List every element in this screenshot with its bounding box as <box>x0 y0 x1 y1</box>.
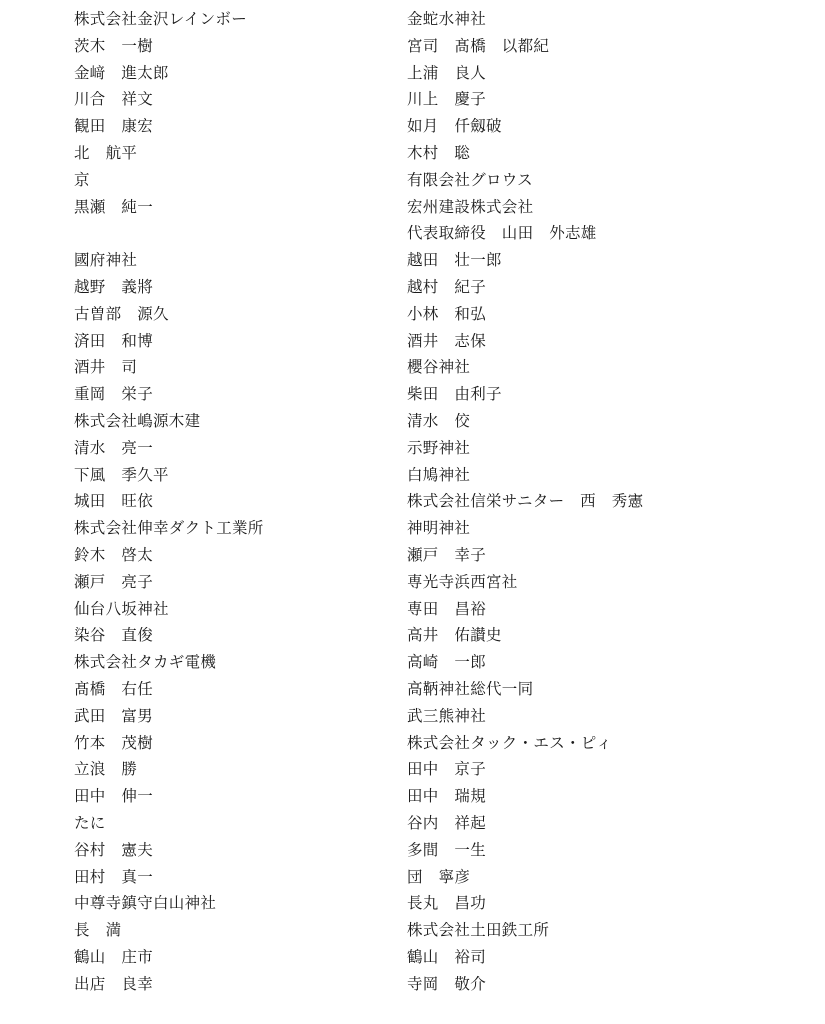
name-entry: 京 <box>74 170 90 189</box>
name-entry: 金﨑 進太郎 <box>74 63 169 82</box>
name-entry: 川上 慶子 <box>407 90 487 109</box>
name-entry: 専田 昌裕 <box>407 599 487 618</box>
name-entry: 田中 伸一 <box>74 787 154 806</box>
name-entry: 専光寺浜西宮社 <box>407 572 518 591</box>
name-entry: 武田 富男 <box>74 706 154 725</box>
name-entry: 田中 瑞規 <box>407 787 487 806</box>
name-entry: 鶴山 裕司 <box>407 947 487 966</box>
name-entry: 瀬戸 亮子 <box>74 572 154 591</box>
name-entry: 株式会社タック・エス・ピィ <box>407 733 613 752</box>
name-entry: 鶴山 庄市 <box>74 947 154 966</box>
name-entry: 長 満 <box>74 921 122 940</box>
name-entry: 団 寧彦 <box>407 867 471 886</box>
name-entry: 酒井 司 <box>74 358 138 377</box>
name-entry: 茨木 一樹 <box>74 36 154 55</box>
name-entry: 宮司 髙橋 以都紀 <box>407 36 550 55</box>
name-entry: 白鳩神社 <box>407 465 471 484</box>
name-entry: 清水 亮一 <box>74 438 154 457</box>
name-entry: 株式会社伸幸ダクト工業所 <box>74 519 264 538</box>
name-entry: 谷村 憲夫 <box>74 840 154 859</box>
name-entry: 髙橋 右任 <box>74 679 154 698</box>
name-entry: 立浪 勝 <box>74 760 138 779</box>
name-entry: 國府神社 <box>74 251 138 270</box>
name-entry: 株式会社金沢レインボー <box>74 10 248 28</box>
name-entry: 中尊寺鎮守白山神社 <box>74 894 217 913</box>
name-entry: 高鞆神社総代一同 <box>407 679 534 698</box>
name-entry: 出店 良幸 <box>74 974 154 993</box>
name-entry: 越田 壮一郎 <box>407 251 502 270</box>
name-entry: 清水 佼 <box>407 411 471 430</box>
name-entry: 重岡 栄子 <box>74 385 154 404</box>
name-entry: 示野神社 <box>407 438 471 457</box>
name-entry: 有限会社グロウス <box>407 170 533 189</box>
name-entry: 仙台八坂神社 <box>74 599 169 618</box>
name-entry: 櫻谷神社 <box>407 358 471 377</box>
name-entry: 多間 一生 <box>407 840 487 859</box>
name-entry: 古曽部 源久 <box>74 304 169 323</box>
name-entry: 長丸 昌功 <box>407 894 487 913</box>
name-entry: 鈴木 啓太 <box>74 545 154 564</box>
name-entry: 株式会社タカギ電機 <box>74 653 217 672</box>
name-entry: 北 航平 <box>74 143 138 162</box>
name-entry: 済田 和博 <box>74 331 154 350</box>
name-entry: 神明神社 <box>407 519 471 538</box>
name-entry: 柴田 由利子 <box>407 385 502 404</box>
name-entry: 武三熊神社 <box>407 706 487 725</box>
name-entry: 寺岡 敬介 <box>407 974 487 993</box>
name-entry: 黒瀬 純一 <box>74 197 154 216</box>
name-entry: 下風 季久平 <box>74 465 169 484</box>
name-entry: 高崎 一郎 <box>407 653 487 672</box>
right-name-column <box>407 6 807 997</box>
name-entry: 観田 康宏 <box>74 117 154 136</box>
name-entry: 宏州建設株式会社 <box>407 197 534 216</box>
name-entry: 代表取締役 山田 外志雄 <box>407 224 597 243</box>
name-entry: 竹本 茂樹 <box>74 733 154 752</box>
name-entry: たに <box>74 813 106 832</box>
name-entry: 金蛇水神社 <box>407 10 487 28</box>
name-entry: 瀬戸 幸子 <box>407 545 487 564</box>
name-entry: 上浦 良人 <box>407 63 487 82</box>
name-entry: 染谷 直俊 <box>74 626 154 645</box>
name-entry: 高井 佑讃史 <box>407 626 502 645</box>
name-entry: 田中 京子 <box>407 760 487 779</box>
name-entry: 如月 仟劔破 <box>407 117 502 136</box>
name-entry: 株式会社信栄サニター 西 秀憲 <box>407 492 644 511</box>
name-entry: 田村 真一 <box>74 867 154 886</box>
name-entry: 越村 紀子 <box>407 277 487 296</box>
name-entry: 株式会社嶋源木建 <box>74 411 201 430</box>
name-entry: 株式会社土田鉄工所 <box>407 921 550 940</box>
name-entry: 酒井 志保 <box>407 331 487 350</box>
left-name-column <box>74 6 394 997</box>
name-entry: 谷内 祥起 <box>407 813 487 832</box>
name-entry: 越野 義將 <box>74 277 154 296</box>
name-entry: 城田 旺依 <box>74 492 154 511</box>
name-entry: 小林 和弘 <box>407 304 487 323</box>
name-entry: 川合 祥文 <box>74 90 154 109</box>
name-entry: 木村 聡 <box>407 143 471 162</box>
